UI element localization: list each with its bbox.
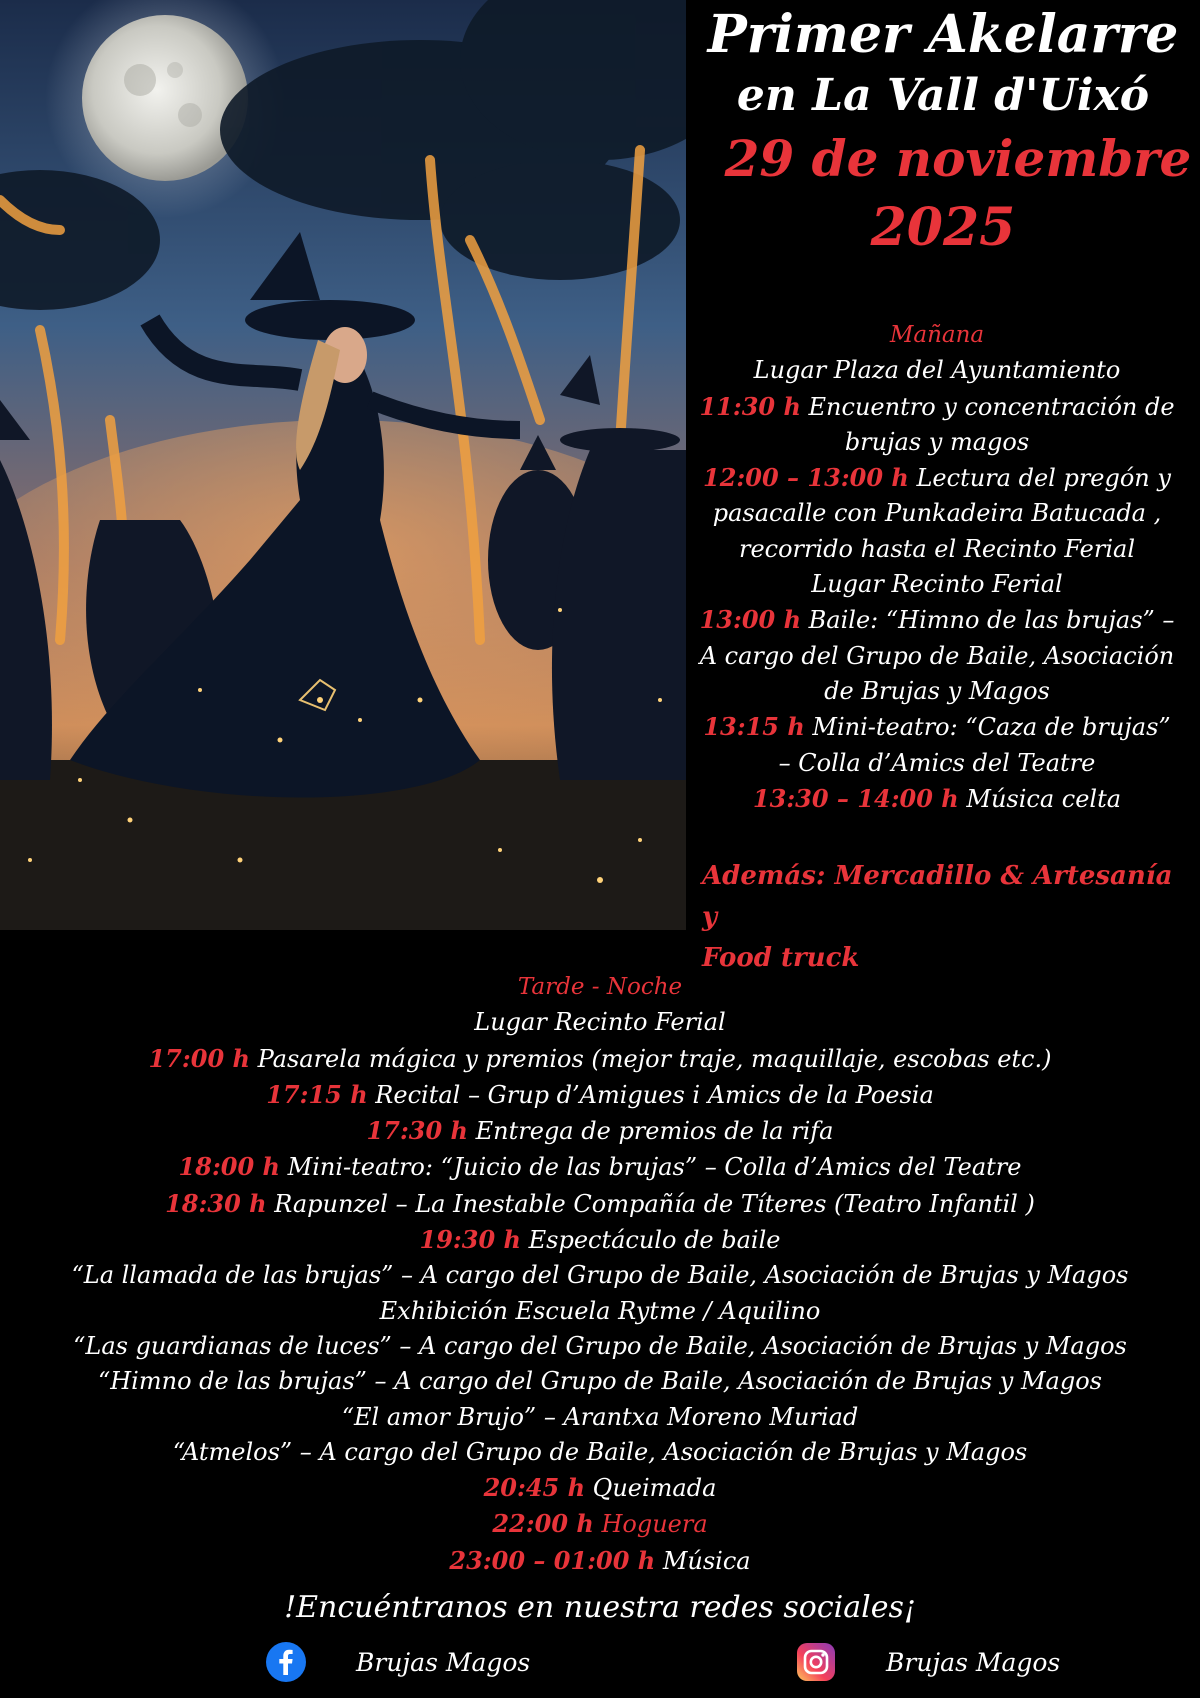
schedule-line — [0, 1149, 1200, 1185]
schedule-line — [694, 746, 1180, 781]
event-year: 2025 — [870, 197, 1016, 258]
extras-line: Food truck — [702, 943, 860, 973]
schedule-text: Hoguera — [593, 1510, 708, 1539]
facebook-icon[interactable] — [266, 1642, 306, 1682]
schedule-text: “Himno de las brujas” – A cargo del Grupo de Baile, Asociación de Brujas y Magos — [97, 1367, 1102, 1396]
schedule-text: Lugar Recinto Ferial — [474, 1008, 726, 1037]
evening-list — [0, 1005, 1200, 1579]
instagram-link[interactable] — [796, 1640, 1060, 1684]
evening-title: Tarde - Noche — [517, 974, 683, 1000]
schedule-line — [694, 781, 1180, 817]
schedule-text: de Brujas y Magos — [824, 676, 1050, 705]
schedule-text: “Las guardianas de luces” – A cargo del Grupo de Baile, Asociación de Brujas y Magos — [73, 1331, 1127, 1360]
morning-title: Mañana — [889, 322, 985, 348]
schedule-line — [0, 1005, 1200, 1040]
schedule-text: Espectáculo de baile — [520, 1226, 781, 1255]
schedule-time: 18:30 h — [165, 1188, 267, 1218]
schedule-text: Pasarela mágica y premios (mejor traje, maquillaje, escobas etc.) — [249, 1044, 1052, 1073]
schedule-time: 22:00 h — [492, 1509, 594, 1539]
schedule-line — [0, 1258, 1200, 1293]
witches-illustration — [0, 0, 686, 930]
schedule-line — [694, 674, 1180, 709]
schedule-text: Encuentro y concentración de — [800, 392, 1175, 421]
schedule-text: brujas y magos — [844, 427, 1030, 456]
schedule-time: 13:00 h — [699, 605, 802, 635]
schedule-text: Recital – Grup d’Amigues i Amics de la Poesia — [367, 1080, 934, 1109]
schedule-text: Entrega de premios de la rifa — [468, 1117, 834, 1146]
schedule-line — [694, 389, 1180, 425]
schedule-time: 17:30 h — [366, 1116, 469, 1146]
social-call-to-action: !Encuéntranos en nuestra redes sociales¡ — [284, 1590, 916, 1625]
schedule-time: 12:00 – 13:00 h — [703, 463, 909, 493]
schedule-line — [0, 1294, 1200, 1329]
schedule-text: “El amor Brujo” – Arantxa Moreno Muriad — [341, 1402, 859, 1431]
schedule-text: recorrido hasta el Recinto Ferial — [738, 534, 1136, 563]
schedule-text: Lectura del pregón y — [908, 464, 1171, 493]
schedule-time: 19:30 h — [419, 1225, 521, 1255]
schedule-line — [694, 353, 1180, 388]
schedule-line — [0, 1329, 1200, 1364]
schedule-text: “Atmelos” – A cargo del Grupo de Baile, Asociación de Brujas y Magos — [172, 1437, 1028, 1466]
extras-line: Además: Mercadillo & Artesanía y — [702, 861, 1173, 932]
facebook-link[interactable] — [266, 1640, 530, 1684]
schedule-time: 13:30 – 14:00 h — [752, 783, 959, 813]
schedule-line — [694, 602, 1180, 638]
morning-schedule — [694, 318, 1180, 817]
schedule-line — [0, 1400, 1200, 1435]
event-title-block — [686, 4, 1200, 264]
schedule-time: 20:45 h — [483, 1473, 586, 1503]
event-date: 29 de noviembre — [724, 129, 1192, 188]
schedule-line — [0, 1186, 1200, 1222]
schedule-line — [0, 1435, 1200, 1470]
schedule-line — [694, 425, 1180, 460]
evening-schedule — [0, 970, 1200, 1579]
schedule-time: 18:00 h — [178, 1152, 281, 1182]
schedule-line — [694, 496, 1180, 531]
facebook-label[interactable]: Brujas Magos — [356, 1647, 531, 1677]
schedule-text: – Colla d’Amics del Teatre — [778, 748, 1096, 777]
schedule-line — [694, 460, 1180, 496]
event-title: Primer Akelarre — [707, 4, 1179, 65]
morning-list — [694, 353, 1180, 817]
schedule-text: “La llamada de las brujas” – A cargo del Grupo de Baile, Asociación de Brujas y Magos — [71, 1261, 1129, 1290]
schedule-text: Mini-teatro: “Juicio de las brujas” – Colla d’Amics del Teatre — [280, 1153, 1022, 1182]
schedule-time: 17:00 h — [148, 1043, 250, 1073]
schedule-time: 13:15 h — [703, 712, 805, 742]
instagram-label[interactable]: Brujas Magos — [886, 1647, 1061, 1677]
schedule-text: Música celta — [958, 784, 1122, 813]
schedule-line — [694, 709, 1180, 745]
event-location: en La Vall d'Uixó — [736, 70, 1150, 121]
schedule-text: Lugar Recinto Ferial — [811, 570, 1063, 599]
schedule-line — [0, 1364, 1200, 1399]
schedule-text: Música — [655, 1546, 751, 1575]
schedule-line — [694, 532, 1180, 567]
schedule-line — [0, 1470, 1200, 1506]
schedule-line — [694, 567, 1180, 602]
schedule-line — [694, 639, 1180, 674]
extras-note — [702, 856, 1182, 979]
schedule-time: 11:30 h — [699, 391, 801, 421]
schedule-line — [0, 1506, 1200, 1542]
instagram-icon[interactable] — [796, 1642, 836, 1682]
schedule-text: Queimada — [585, 1474, 717, 1503]
schedule-text: Lugar Plaza del Ayuntamiento — [753, 356, 1121, 385]
schedule-time: 23:00 – 01:00 h — [449, 1545, 656, 1575]
schedule-line — [0, 1543, 1200, 1579]
schedule-line — [0, 1222, 1200, 1258]
schedule-text: Rapunzel – La Inestable Compañía de Títeres (Teatro Infantil ) — [266, 1189, 1035, 1218]
schedule-time: 17:15 h — [266, 1079, 368, 1109]
schedule-line — [0, 1077, 1200, 1113]
schedule-text: Mini-teatro: “Caza de brujas” — [804, 713, 1171, 742]
schedule-text: pasacalle con Punkadeira Batucada , — [712, 499, 1162, 528]
schedule-text: A cargo del Grupo de Baile, Asociación — [699, 641, 1175, 670]
schedule-line — [0, 1113, 1200, 1149]
schedule-line — [0, 1041, 1200, 1077]
schedule-text: Exhibición Escuela Rytme / Aquilino — [379, 1296, 821, 1325]
schedule-text: Baile: “Himno de las brujas” – — [801, 606, 1175, 635]
